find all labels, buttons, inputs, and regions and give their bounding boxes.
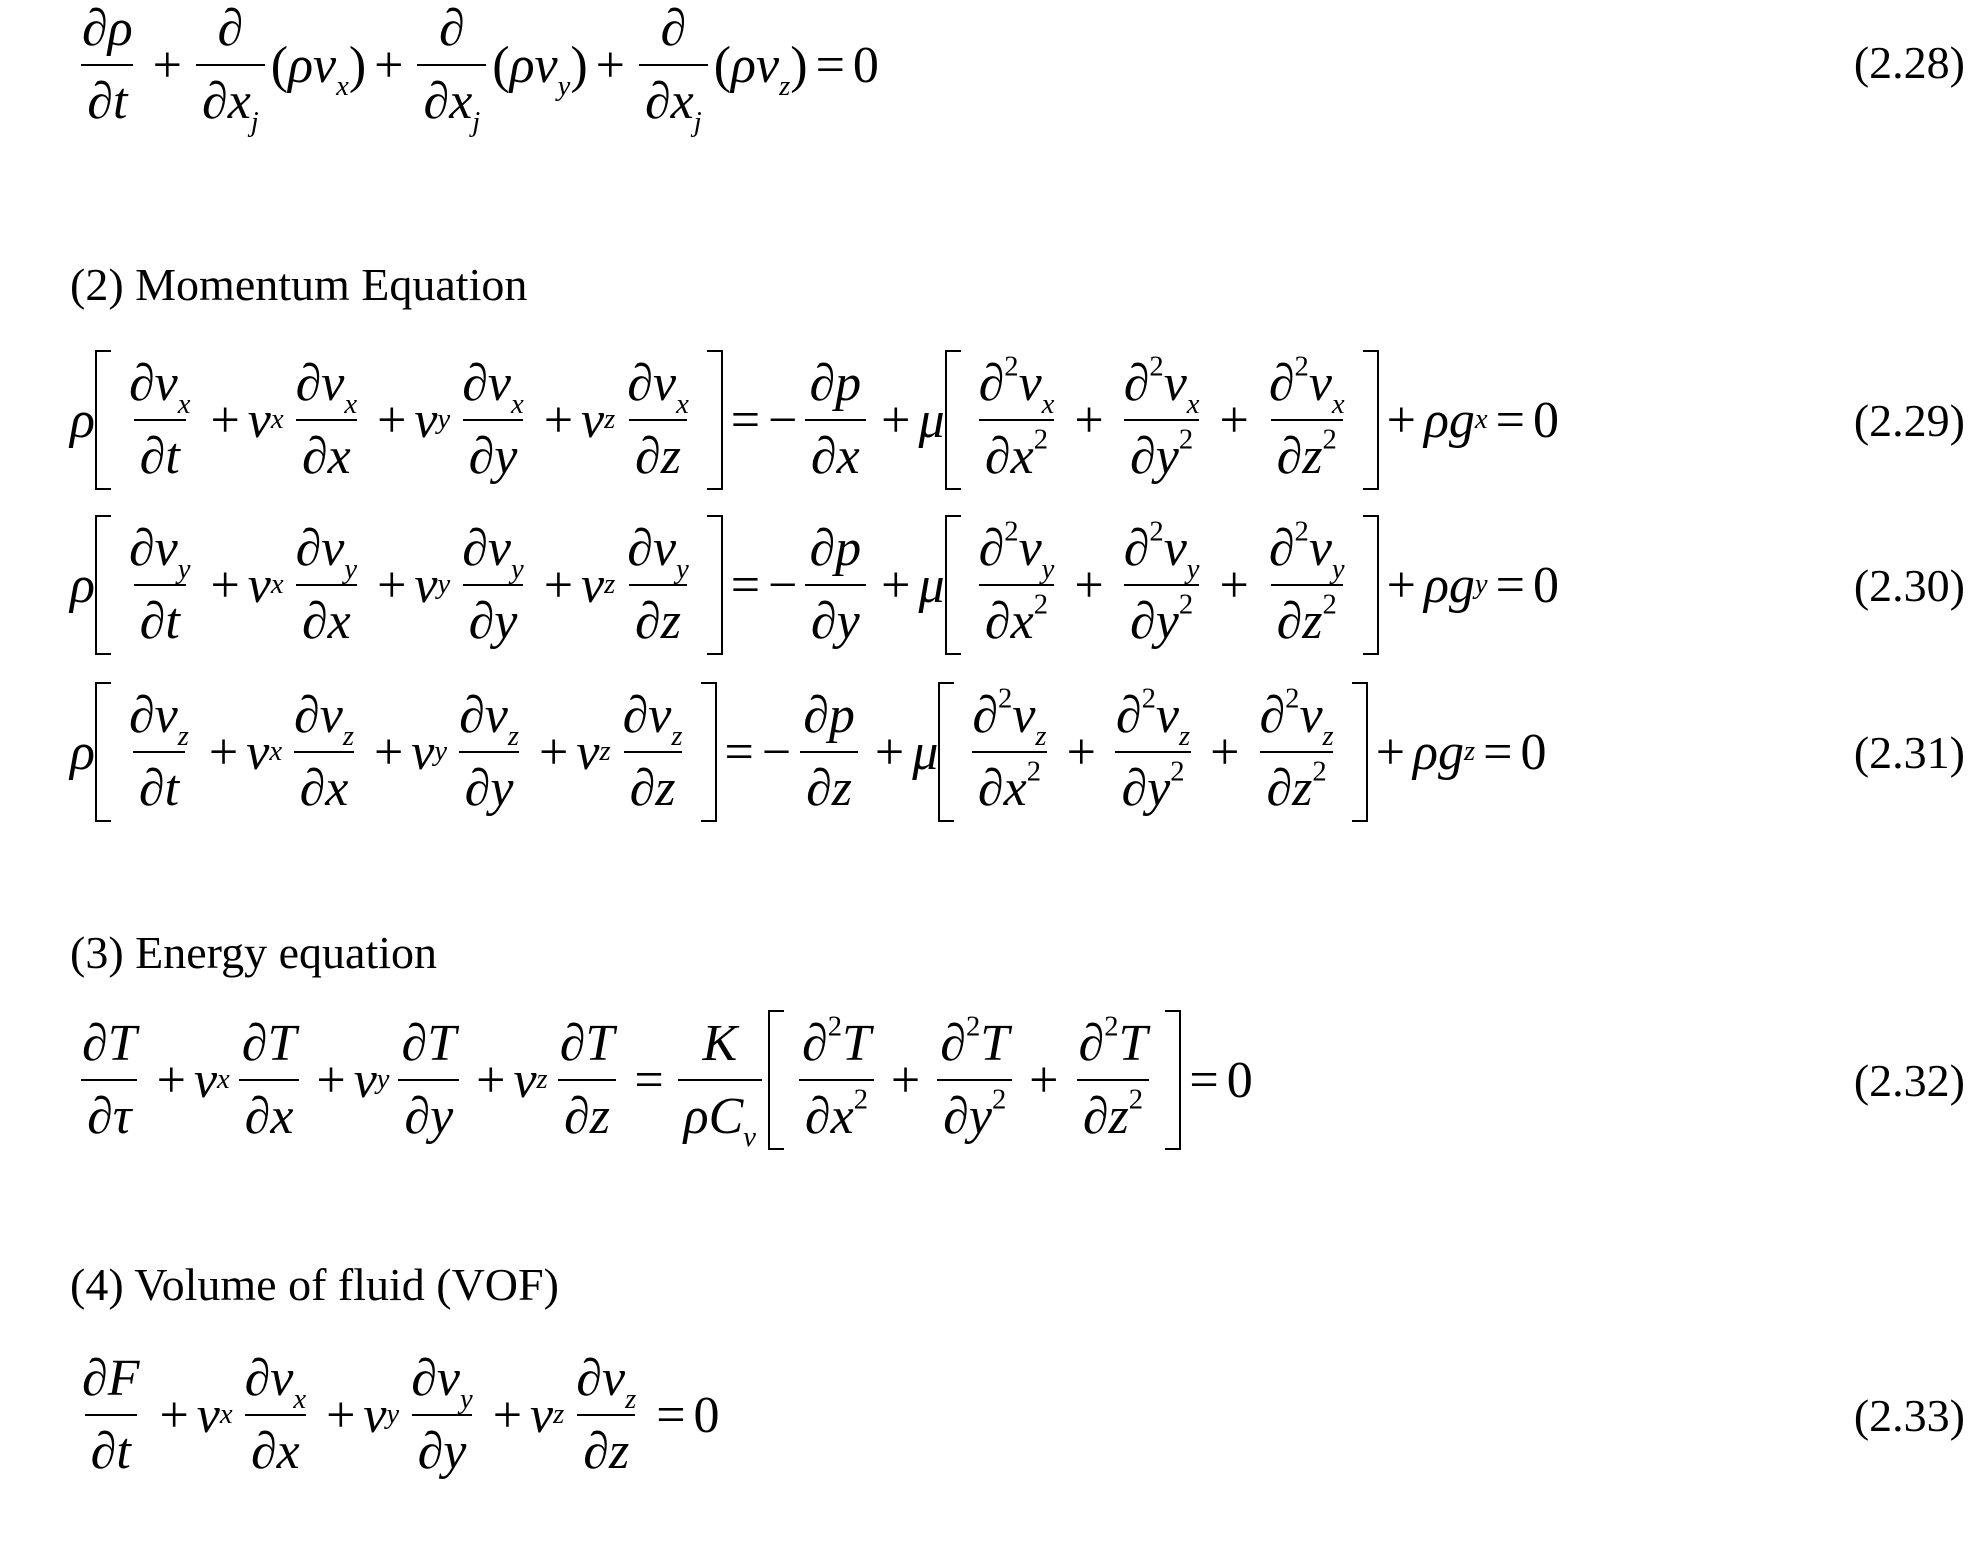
energy-equation: $\frac{\partial T}{\partial\tau}$ + v x $\frac{\partial T}{\partial x}$ + v y $\frac{\partial T}{\partial y}$ + v z $\frac{\partial T}{\partial z}$ = $\frac{K}{\rho C_v}$ $\frac{\partial^2T}{\partial x^2}$ + $\frac{\partial^2T}{\partial y^2}$ + $\frac{\partial^2T}{\partial z^2}$ = 0 — [82, 1011, 1253, 1153]
equation-number-2-31: (2.31) — [1853, 727, 1965, 778]
section-heading-vof: (4) Volume of fluid (VOF) — [70, 1259, 559, 1310]
equation-number-2-33: (2.33) — [1853, 1390, 1965, 1441]
momentum-equation-y: ρ $\frac{\partial v_y}{\partial t}$ + v x $\frac{\partial v_y}{\partial x}$ + v y $\frac{\partial v_y}{\partial y}$ + v z $\frac{\partial v_y}{\partial z}$ = − $\frac{\partial p}{\partial y}$ + μ $\frac{\partial^2v_y}{\partial x^2}$ + $\frac{\partial^2v_y}{\partial y^2}$ + $\frac{\partial^2v_y}{\partial z^2}$ + ρg y = 0 — [70, 515, 1559, 655]
equation-number-2-29: (2.29) — [1853, 395, 1965, 446]
fraction: $\frac{\partial\rho}{\partial t}$ — [82, 0, 133, 130]
momentum-equation-x: ρ $\frac{\partial v_x}{\partial t}$ + v x $\frac{\partial v_x}{\partial x}$ + v y $\frac{\partial v_x}{\partial y}$ + v z $\frac{\partial v_x}{\partial z}$ = − $\frac{\partial p}{\partial x}$ + μ $\frac{\partial^2v_x}{\partial x^2}$ + $\frac{\partial^2v_x}{\partial y^2}$ + $\frac{\partial^2v_x}{\partial z^2}$ + ρg x = 0 — [70, 350, 1559, 490]
section-heading-momentum: (2) Momentum Equation — [70, 259, 528, 310]
equation-number-2-28: (2.28) — [1853, 37, 1965, 88]
fraction: $\frac{\partial}{\partial x_j}$ — [417, 0, 486, 131]
momentum-equation-z: ρ $\frac{\partial v_z}{\partial t}$ + v x $\frac{\partial v_z}{\partial x}$ + v y $\frac{\partial v_z}{\partial y}$ + v z $\frac{\partial v_z}{\partial z}$ = − $\frac{\partial p}{\partial z}$ + μ $\frac{\partial^2v_z}{\partial x^2}$ + $\frac{\partial^2v_z}{\partial y^2}$ + $\frac{\partial^2v_z}{\partial z^2}$ + ρg z = 0 — [70, 682, 1546, 822]
fraction: $\frac{\partial}{\partial x_j}$ — [639, 0, 708, 131]
fraction: $\frac{\partial}{\partial x_j}$ — [196, 0, 265, 131]
continuity-equation: $\frac{\partial\rho}{\partial t}$ + $\frac{\partial}{\partial x_j}$ $(\rho v_x)$ + $\frac{\partial}{\partial x_j}$ $(\rho v_y)$ + $\frac{\partial}{\partial x_j}$ $(\rho v_z)$ = 0 — [70, 0, 879, 130]
equation-number-2-30: (2.30) — [1853, 560, 1965, 611]
vof-equation: $\frac{\partial F}{\partial t}$ + v x $\frac{\partial v_x}{\partial x}$ + v y $\frac{\partial v_y}{\partial y}$ + v z $\frac{\partial v_z}{\partial z}$ = 0 — [82, 1350, 720, 1480]
section-heading-energy: (3) Energy equation — [70, 927, 438, 978]
equation-number-2-32: (2.32) — [1853, 1055, 1965, 1106]
